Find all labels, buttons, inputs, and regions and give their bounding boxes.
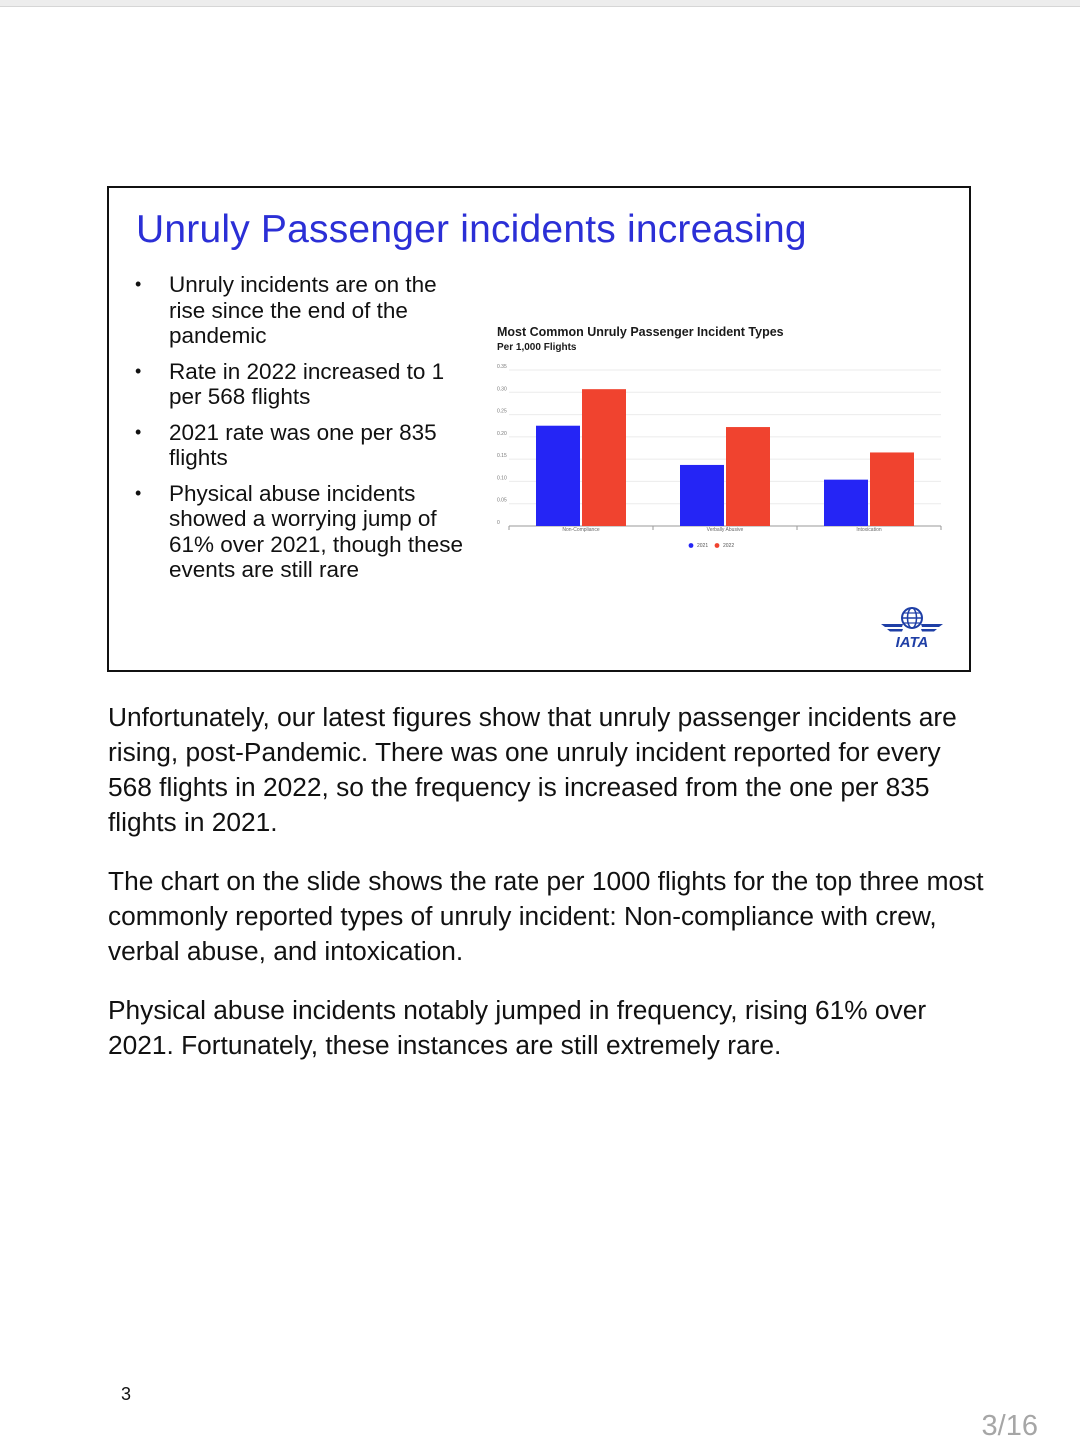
y-tick-label: 0.15: [497, 453, 507, 460]
bullet-text: 2021 rate was one per 835 flights: [169, 419, 437, 470]
bullet-text: Unruly incidents are on the rise since the end of the pandemic: [169, 272, 437, 348]
bar-chart: [489, 318, 949, 558]
page-number: 3: [121, 1384, 132, 1404]
page-counter: 3/16: [981, 1410, 1038, 1442]
bar-2021: [680, 465, 724, 526]
notes-paragraph: The chart on the slide shows the rate per 1000 flights for the top three most commonly reported types of unruly incident: Non-compliance with crew, verbal abuse, and intoxication.: [108, 866, 984, 966]
bullet-list: [129, 272, 469, 593]
bar-2022: [582, 389, 626, 526]
x-tick-label: Non-Compliance: [562, 527, 600, 533]
x-tick-label: Verbally Abusive: [706, 527, 744, 533]
x-tick-label: Intoxication: [856, 527, 882, 533]
bullet-icon: •: [135, 421, 142, 442]
bullet-text: Rate in 2022 increased to 1 per 568 flights: [169, 358, 445, 409]
bullet-icon: •: [135, 482, 142, 503]
slide-title: Unruly Passenger incidents increasing: [136, 208, 807, 251]
legend-label: 2021: [697, 543, 709, 549]
y-tick-label: 0.25: [497, 408, 507, 415]
bar-2021: [824, 480, 868, 526]
y-tick-label: 0.35: [497, 364, 507, 370]
viewer-top-strip: [0, 0, 1080, 7]
legend-label: 2022: [723, 543, 735, 549]
y-tick-label: 0.05: [497, 497, 507, 504]
bullet-item: [129, 359, 469, 410]
notes-paragraph: Physical abuse incidents notably jumped in frequency, rising 61% over 2021. Fortunately, these instances are still extremely rare.: [108, 995, 927, 1060]
chart-subtitle: Per 1,000 Flights: [497, 342, 577, 353]
chart-svg: [489, 318, 949, 558]
iata-logo: [879, 604, 945, 650]
chart-title: Most Common Unruly Passenger Incident Types: [497, 325, 784, 339]
bullet-item: [129, 481, 469, 583]
y-tick-label: 0.30: [497, 386, 507, 393]
bullet-icon: •: [135, 274, 142, 294]
y-tick-label: 0.20: [497, 430, 507, 437]
bullet-item: [129, 272, 469, 349]
bar-2022: [870, 452, 914, 526]
bar-2022: [726, 427, 770, 526]
bullet-text: Physical abuse incidents showed a worrying jump of 61% over 2021, though these events are still rare: [169, 480, 463, 582]
speaker-notes: [108, 700, 988, 1087]
legend-marker-2021: [689, 543, 694, 548]
iata-globe-icon: [879, 604, 945, 650]
bullet-item: [129, 420, 469, 471]
iata-logo-text: IATA: [895, 634, 929, 650]
y-tick-label: 0.10: [497, 475, 507, 482]
legend-marker-2022: [715, 543, 720, 548]
slide-frame: [107, 186, 971, 672]
notes-paragraph: Unfortunately, our latest figures show that unruly passenger incidents are rising, post-Pandemic. There was one unruly incident reported for every 568 flights in 2022, so the frequency is increased from the one per 835 flights in 2021.: [108, 702, 957, 837]
bar-2021: [536, 426, 580, 526]
bullet-icon: •: [135, 360, 142, 381]
y-tick-label: 0: [497, 520, 500, 526]
